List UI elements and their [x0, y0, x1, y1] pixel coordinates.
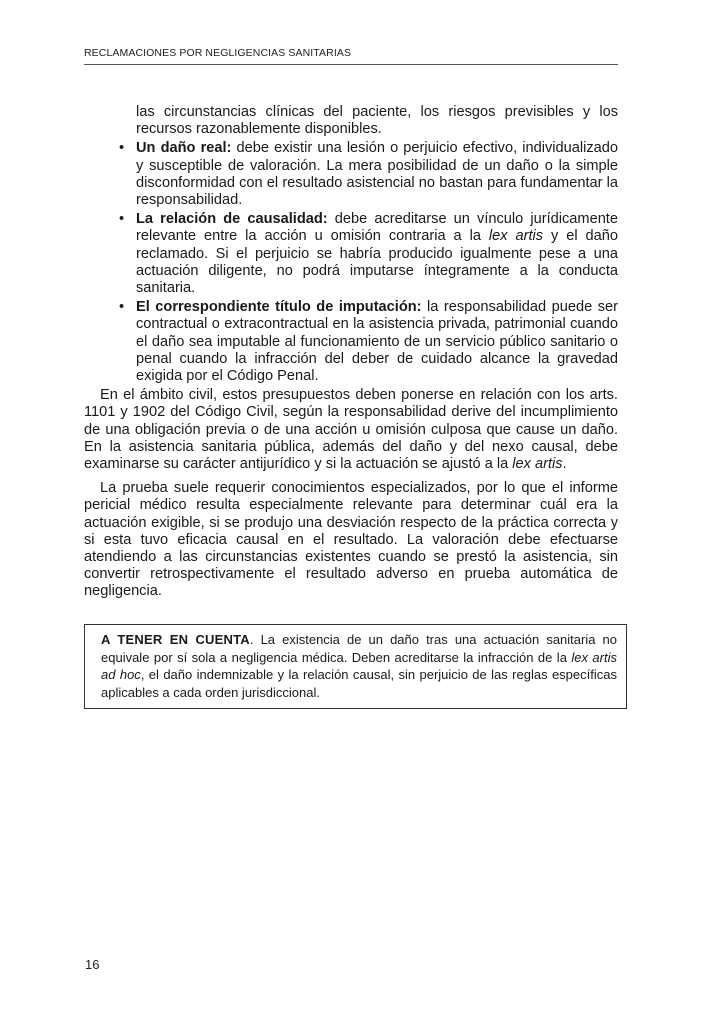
paragraph-evidence: La prueba suele requerir conocimientos especializados, por lo que el informe pericial médico resulta especialmente relevante para determinar cuál era la actuación exigible, si se produjo una desviación respecto de la práctica correcta y si esta tuvo eficacia causal en el resultado. La valoración debe efectuarse atendiendo a las circunstancias existentes cuando se prestó la asistencia, sin convertir retrospectivamente el resultado adverso en prueba automática de negligencia. [84, 480, 618, 600]
list-item-imputation [119, 299, 618, 385]
note-text: . La existencia de un daño tras una actuación sanitaria no equivale por sí sola a negligencia médica. Deben acreditarse la infracción de la [101, 632, 617, 665]
list-item-text: la responsabilidad puede ser contractual o extracontractual en la asistencia privada, patrimonial cuando el daño sea imputable al funcionamiento de un servicio público sanitario o penal cuando la infracción del deber de cuidado alcance la gravedad exigida por el Código Penal. [136, 299, 618, 385]
list-item-term: Un daño real: [136, 140, 232, 157]
list-item-text: y el daño reclamado. Si el perjuicio se habría producido igualmente pese a una actuación diligente, no podrá imputarse íntegramente a la conducta sanitaria. [136, 228, 618, 297]
italic-term: lex artis [512, 456, 563, 473]
list-item-term: El correspondiente título de imputación: [136, 299, 422, 316]
body-text [84, 104, 618, 601]
note-box [84, 624, 627, 709]
requirements-list [84, 140, 618, 385]
paragraph-text: En el ámbito civil, estos presupuestos deben ponerse en relación con los arts. 1101 y 1902 del Código Civil, según la responsabilidad derive del incumplimiento de una obligación previa o de una acción u omisión culposa que cause un daño. En la asistencia sanitaria pública, además del daño y del nexo causal, debe examinarse su carácter antijurídico y si la actuación se ajustó a la [84, 387, 618, 473]
paragraph-end: . [562, 456, 567, 473]
list-item-real-damage [119, 140, 618, 209]
list-item-text: debe acreditarse un vínculo jurídicamente relevante entre la acción u omisión contraria a la [136, 211, 618, 245]
paragraph-civil [84, 387, 618, 473]
running-header: RECLAMACIONES POR NEGLIGENCIAS SANITARIAS [84, 47, 618, 65]
italic-term: lex artis ad hoc [101, 649, 617, 683]
list-item-causality [119, 211, 618, 297]
intro-continuation: las circunstancias clínicas del paciente, los riesgos previsibles y los recursos razonablemente disponibles. [136, 104, 618, 138]
bullet-icon: • [119, 299, 125, 316]
list-item-term: La relación de causalidad: [136, 211, 328, 228]
list-item-text: debe existir una lesión o perjuicio efectivo, individualizado y susceptible de valoración. La mera posibilidad de un daño o la simple disconformidad con el resultado asistencial no bastan para fundamentar la responsabilidad. [136, 140, 618, 209]
note-label: A TENER EN CUENTA [101, 632, 250, 647]
bullet-icon: • [119, 140, 125, 157]
page-number: 16 [85, 957, 100, 972]
bullet-icon: • [119, 211, 125, 228]
italic-term: lex artis [488, 228, 544, 245]
note-text: , el daño indemnizable y la relación causal, sin perjuicio de las reglas específicas aplicables a cada orden jurisdiccional. [101, 667, 617, 700]
